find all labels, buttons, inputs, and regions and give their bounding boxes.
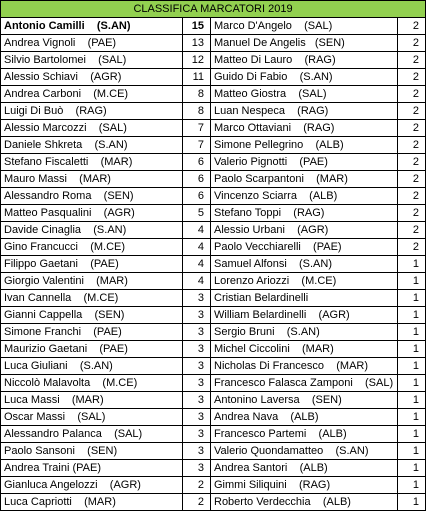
left-scorer-name: Antonio Camilli (S.AN)	[1, 18, 183, 35]
table-row	[1, 460, 426, 477]
right-scorer-goals: 2	[398, 188, 426, 205]
left-scorer-goals: 6	[183, 154, 211, 171]
right-scorer-name: Marco Ottaviani (RAG)	[211, 120, 398, 137]
left-scorer-name: Matteo Pasqualini (AGR)	[1, 205, 183, 222]
table-row	[1, 103, 426, 120]
right-scorer-name: Andrea Nava (ALB)	[211, 409, 398, 426]
right-scorer-name: Matteo Di Lauro (RAG)	[211, 52, 398, 69]
left-scorer-name: Mauro Massi (MAR)	[1, 171, 183, 188]
table-row	[1, 256, 426, 273]
right-scorer-goals: 1	[398, 392, 426, 409]
table-row	[1, 409, 426, 426]
left-scorer-goals: 6	[183, 188, 211, 205]
left-scorer-goals: 8	[183, 103, 211, 120]
right-scorer-goals: 2	[398, 18, 426, 35]
right-scorer-goals: 2	[398, 222, 426, 239]
left-scorer-name: Ivan Cannella (M.CE)	[1, 290, 183, 307]
right-scorer-goals: 2	[398, 205, 426, 222]
table-row	[1, 426, 426, 443]
right-scorer-name: Paolo Scarpantoni (MAR)	[211, 171, 398, 188]
left-scorer-name: Paolo Sansoni (SEN)	[1, 443, 183, 460]
right-scorer-name: Cristian Belardinelli	[211, 290, 398, 307]
table-row	[1, 341, 426, 358]
left-scorer-goals: 8	[183, 86, 211, 103]
left-scorer-goals: 3	[183, 358, 211, 375]
table-row	[1, 205, 426, 222]
left-scorer-goals: 6	[183, 171, 211, 188]
right-scorer-goals: 2	[398, 154, 426, 171]
left-scorer-name: Alessio Marcozzi (SAL)	[1, 120, 183, 137]
left-scorer-goals: 2	[183, 477, 211, 494]
left-scorer-name: Andrea Vignoli (PAE)	[1, 35, 183, 52]
right-scorer-goals: 1	[398, 494, 426, 511]
left-scorer-goals: 3	[183, 426, 211, 443]
table-row	[1, 494, 426, 511]
left-scorer-name: Davide Cinaglia (S.AN)	[1, 222, 183, 239]
left-scorer-name: Daniele Shkreta (S.AN)	[1, 137, 183, 154]
left-scorer-goals: 4	[183, 222, 211, 239]
left-scorer-name: Gino Francucci (M.CE)	[1, 239, 183, 256]
left-scorer-name: Filippo Gaetani (PAE)	[1, 256, 183, 273]
right-scorer-name: Guido Di Fabio (S.AN)	[211, 69, 398, 86]
left-scorer-goals: 3	[183, 324, 211, 341]
right-scorer-name: Sergio Bruni (S.AN)	[211, 324, 398, 341]
right-scorer-name: Nicholas Di Francesco (MAR)	[211, 358, 398, 375]
right-scorer-goals: 2	[398, 239, 426, 256]
scorers-table-body	[1, 1, 426, 511]
right-scorer-name: Roberto Verdecchia (ALB)	[211, 494, 398, 511]
left-scorer-name: Oscar Massi (SAL)	[1, 409, 183, 426]
left-scorer-goals: 5	[183, 205, 211, 222]
left-scorer-name: Simone Franchi (PAE)	[1, 324, 183, 341]
right-scorer-name: William Belardinelli (AGR)	[211, 307, 398, 324]
table-row	[1, 239, 426, 256]
table-row	[1, 154, 426, 171]
right-scorer-goals: 1	[398, 358, 426, 375]
right-scorer-goals: 1	[398, 290, 426, 307]
left-scorer-goals: 3	[183, 307, 211, 324]
table-row	[1, 290, 426, 307]
left-scorer-name: Luca Giuliani (S.AN)	[1, 358, 183, 375]
right-scorer-name: Michel Ciccolini (MAR)	[211, 341, 398, 358]
right-scorer-name: Antonino Laversa (SEN)	[211, 392, 398, 409]
left-scorer-name: Luca Massi (MAR)	[1, 392, 183, 409]
right-scorer-name: Vincenzo Sciarra (ALB)	[211, 188, 398, 205]
right-scorer-goals: 2	[398, 35, 426, 52]
left-scorer-name: Stefano Fiscaletti (MAR)	[1, 154, 183, 171]
left-scorer-goals: 3	[183, 392, 211, 409]
right-scorer-goals: 1	[398, 409, 426, 426]
left-scorer-name: Alessio Schiavi (AGR)	[1, 69, 183, 86]
left-scorer-goals: 7	[183, 137, 211, 154]
left-scorer-goals: 12	[183, 52, 211, 69]
right-scorer-name: Francesco Falasca Zamponi (SAL)	[211, 375, 398, 392]
left-scorer-goals: 4	[183, 256, 211, 273]
right-scorer-name: Valerio Pignotti (PAE)	[211, 154, 398, 171]
right-scorer-name: Francesco Partemi (ALB)	[211, 426, 398, 443]
table-row	[1, 324, 426, 341]
right-scorer-name: Andrea Santori (ALB)	[211, 460, 398, 477]
right-scorer-name: Alessio Urbani (AGR)	[211, 222, 398, 239]
left-scorer-goals: 3	[183, 290, 211, 307]
right-scorer-goals: 1	[398, 426, 426, 443]
table-row	[1, 188, 426, 205]
right-scorer-goals: 1	[398, 460, 426, 477]
right-scorer-name: Valerio Quondamatteo (S.AN)	[211, 443, 398, 460]
left-scorer-name: Gianni Cappella (SEN)	[1, 307, 183, 324]
table-row	[1, 86, 426, 103]
left-scorer-name: Alessandro Palanca (SAL)	[1, 426, 183, 443]
left-scorer-goals: 11	[183, 69, 211, 86]
right-scorer-goals: 1	[398, 477, 426, 494]
right-scorer-goals: 2	[398, 103, 426, 120]
left-scorer-name: Maurizio Gaetani (PAE)	[1, 341, 183, 358]
left-scorer-name: Silvio Bartolomei (SAL)	[1, 52, 183, 69]
right-scorer-name: Simone Pellegrino (ALB)	[211, 137, 398, 154]
right-scorer-name: Marco D'Angelo (SAL)	[211, 18, 398, 35]
right-scorer-name: Lorenzo Ariozzi (M.CE)	[211, 273, 398, 290]
left-scorer-goals: 3	[183, 341, 211, 358]
left-scorer-goals: 2	[183, 494, 211, 511]
table-row	[1, 18, 426, 35]
right-scorer-goals: 2	[398, 137, 426, 154]
table-row	[1, 273, 426, 290]
table-row	[1, 69, 426, 86]
right-scorer-goals: 2	[398, 69, 426, 86]
left-scorer-goals: 3	[183, 460, 211, 477]
left-scorer-name: Andrea Carboni (M.CE)	[1, 86, 183, 103]
right-scorer-name: Matteo Giostra (SAL)	[211, 86, 398, 103]
right-scorer-goals: 1	[398, 307, 426, 324]
left-scorer-goals: 4	[183, 273, 211, 290]
left-scorer-name: Luca Capriotti (MAR)	[1, 494, 183, 511]
left-scorer-goals: 15	[183, 18, 211, 35]
right-scorer-goals: 2	[398, 86, 426, 103]
left-scorer-goals: 7	[183, 120, 211, 137]
right-scorer-name: Manuel De Angelis (SEN)	[211, 35, 398, 52]
table-row	[1, 52, 426, 69]
table-row	[1, 171, 426, 188]
left-scorer-name: Andrea Traini (PAE)	[1, 460, 183, 477]
table-row	[1, 307, 426, 324]
right-scorer-goals: 2	[398, 52, 426, 69]
left-scorer-name: Alessandro Roma (SEN)	[1, 188, 183, 205]
right-scorer-name: Luan Nespeca (RAG)	[211, 103, 398, 120]
left-scorer-name: Niccolò Malavolta (M.CE)	[1, 375, 183, 392]
right-scorer-name: Paolo Vecchiarelli (PAE)	[211, 239, 398, 256]
table-row	[1, 358, 426, 375]
left-scorer-name: Giorgio Valentini (MAR)	[1, 273, 183, 290]
right-scorer-name: Gimmi Siliquini (RAG)	[211, 477, 398, 494]
right-scorer-goals: 1	[398, 256, 426, 273]
right-scorer-goals: 1	[398, 341, 426, 358]
right-scorer-goals: 1	[398, 443, 426, 460]
table-row	[1, 120, 426, 137]
table-row	[1, 392, 426, 409]
right-scorer-goals: 1	[398, 324, 426, 341]
title-row	[1, 1, 426, 18]
right-scorer-name: Stefano Toppi (RAG)	[211, 205, 398, 222]
left-scorer-goals: 3	[183, 409, 211, 426]
right-scorer-goals: 1	[398, 273, 426, 290]
right-scorer-goals: 2	[398, 120, 426, 137]
left-scorer-goals: 13	[183, 35, 211, 52]
left-scorer-name: Gianluca Angelozzi (AGR)	[1, 477, 183, 494]
table-row	[1, 222, 426, 239]
right-scorer-goals: 1	[398, 375, 426, 392]
left-scorer-name: Luigi Di Buò (RAG)	[1, 103, 183, 120]
table-row	[1, 375, 426, 392]
right-scorer-goals: 2	[398, 171, 426, 188]
table-title: CLASSIFICA MARCATORI 2019	[1, 1, 426, 18]
left-scorer-goals: 3	[183, 443, 211, 460]
left-scorer-goals: 4	[183, 239, 211, 256]
table-row	[1, 137, 426, 154]
left-scorer-goals: 3	[183, 375, 211, 392]
table-row	[1, 443, 426, 460]
table-row	[1, 35, 426, 52]
right-scorer-name: Samuel Alfonsi (S.AN)	[211, 256, 398, 273]
table-row	[1, 477, 426, 494]
